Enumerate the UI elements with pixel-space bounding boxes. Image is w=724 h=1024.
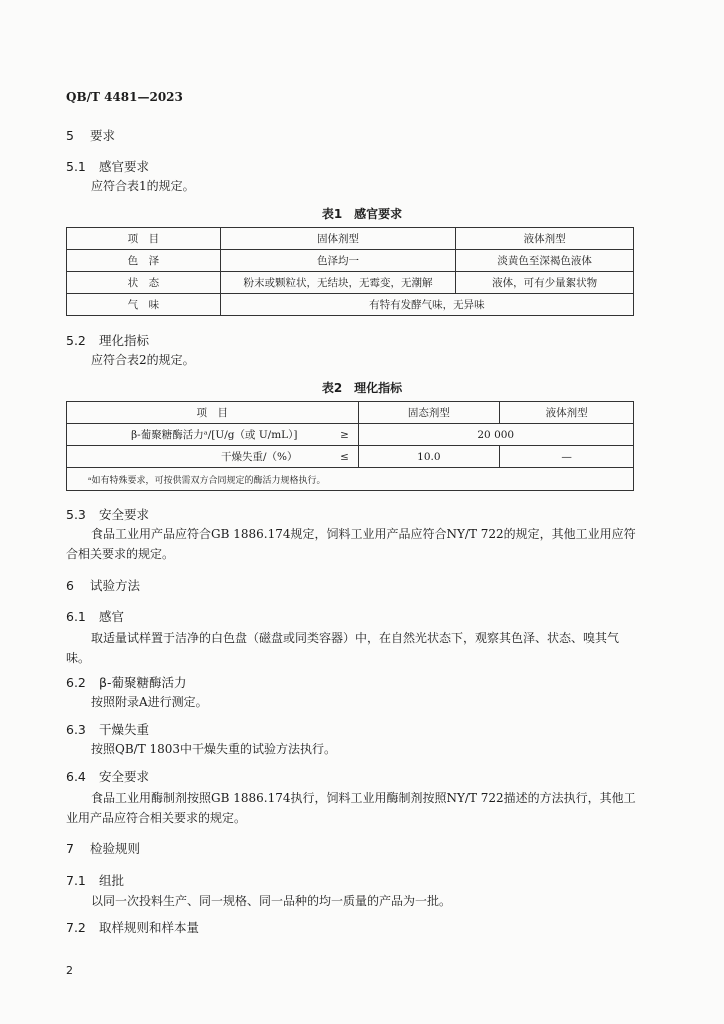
- table-header-cell: 液体剂型: [500, 402, 634, 424]
- table-footnote: ᵃ如有特殊要求，可按供需双方合同规定的酶活力规格执行。: [67, 468, 634, 491]
- table-sensory-requirements: [66, 227, 634, 316]
- heading-section-5-3: 5.3 安全要求: [66, 507, 150, 522]
- heading-section-6: 6 试验方法: [66, 578, 141, 593]
- table-header-cell: 项 目: [67, 402, 359, 424]
- table-cell: 淡黄色至深褐色液体: [456, 250, 634, 272]
- heading-section-6-3: 6.3 干燥失重: [66, 722, 150, 737]
- table-cell: 色 泽: [67, 250, 221, 272]
- table1-caption: 表1 感官要求: [321, 207, 403, 221]
- table-cell: 气 味: [67, 294, 221, 316]
- standard-number: QB/T 4481—2023: [66, 90, 183, 104]
- paragraph-5-1: 应符合表1的规定。: [91, 179, 195, 193]
- heading-section-7-1: 7.1 组批: [66, 873, 125, 888]
- table-physicochemical-indicators: [66, 401, 634, 491]
- table-row: [67, 294, 634, 316]
- comparison-operator: ≤: [340, 451, 349, 463]
- table-cell: 状 态: [67, 272, 221, 294]
- heading-section-7: 7 检验规则: [66, 841, 141, 856]
- paragraph-6-4: 食品工业用酶制剂按照GB 1886.174执行，饲料工业用酶制剂按照NY/T 722描述的方法执行，其他工业用产品应符合相关要求的规定。: [66, 791, 636, 825]
- paragraph-6-2: 按照附录A进行测定。: [91, 695, 208, 709]
- table-cell: 液体，可有少量絮状物: [456, 272, 634, 294]
- table-cell: 20 000: [358, 424, 634, 446]
- heading-section-5-2: 5.2 理化指标: [66, 333, 150, 348]
- table-header-cell: 固态剂型: [358, 402, 500, 424]
- table-cell: 粉末或颗粒状，无结块，无霉变，无潮解: [220, 272, 456, 294]
- table-cell: 干燥失重/（%） ≤: [67, 446, 359, 468]
- heading-section-5: 5 要求: [66, 128, 116, 143]
- heading-section-6-2: 6.2 β-葡聚糖酶活力: [66, 675, 187, 690]
- table-header-cell: 液体剂型: [456, 228, 634, 250]
- table-cell: —: [500, 446, 634, 468]
- paragraph-5-2: 应符合表2的规定。: [91, 353, 195, 367]
- table-row: [67, 446, 634, 468]
- heading-section-7-2: 7.2 取样规则和样本量: [66, 920, 200, 935]
- table-row: [67, 250, 634, 272]
- paragraph-5-3: 食品工业用产品应符合GB 1886.174规定，饲料工业用产品应符合NY/T 722的规定，其他工业用应符合相关要求的规定。: [66, 527, 636, 561]
- heading-section-6-4: 6.4 安全要求: [66, 769, 150, 784]
- comparison-operator: ≥: [340, 429, 349, 441]
- table-row: [67, 424, 634, 446]
- table-cell: 10.0: [358, 446, 500, 468]
- table-header-row: [67, 402, 634, 424]
- paragraph-7-1: 以同一次投料生产、同一规格、同一品种的均一质量的产品为一批。: [91, 894, 452, 908]
- table-cell: β-葡聚糖酶活力ᵃ/[U/g（或 U/mL）] ≥: [67, 424, 359, 446]
- table-cell: 色泽均一: [220, 250, 456, 272]
- paragraph-6-1: 取适量试样置于洁净的白色盘（磁盘或同类容器）中，在自然光状态下，观察其色泽、状态、嗅其气味。: [66, 631, 620, 665]
- table-footnote-row: [67, 468, 634, 491]
- page-number: 2: [66, 964, 73, 977]
- table-header-cell: 项 目: [67, 228, 221, 250]
- table2-caption: 表2 理化指标: [321, 381, 403, 395]
- table-header-row: [67, 228, 634, 250]
- table-row: [67, 272, 634, 294]
- table-header-cell: 固体剂型: [220, 228, 456, 250]
- heading-section-6-1: 6.1 感官: [66, 609, 125, 624]
- table-cell: 有特有发酵气味，无异味: [220, 294, 633, 316]
- heading-section-5-1: 5.1 感官要求: [66, 159, 150, 174]
- paragraph-6-3: 按照QB/T 1803中干燥失重的试验方法执行。: [91, 742, 337, 756]
